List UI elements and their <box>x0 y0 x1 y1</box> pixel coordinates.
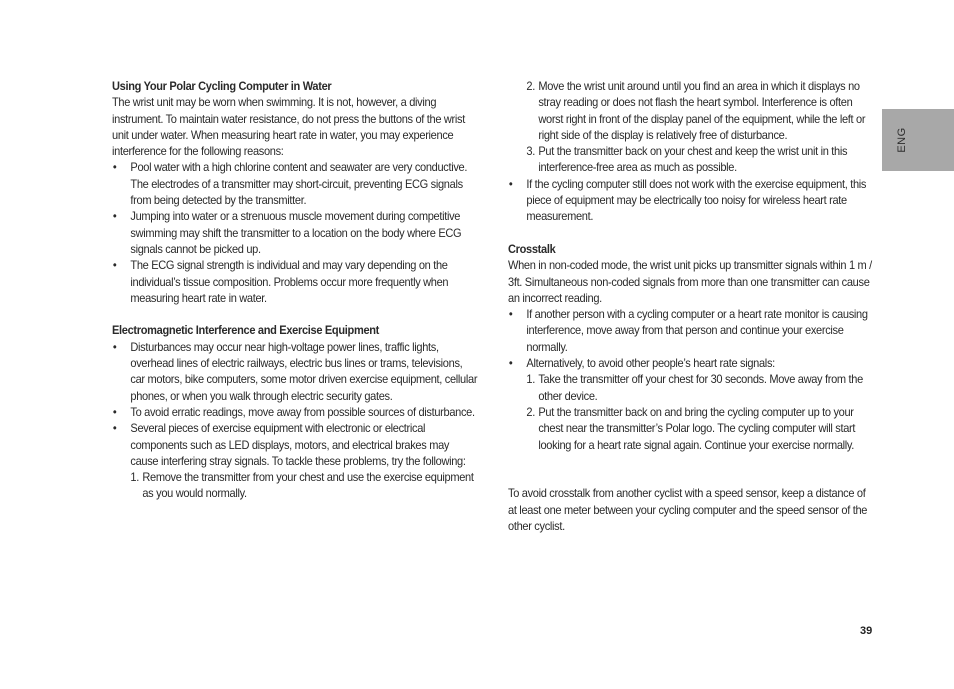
step-item <box>526 78 873 143</box>
emi-heading: Electromagnetic Interference and Exercise Equipment <box>112 323 380 338</box>
water-intro: The wrist unit may be worn when swimming. It is not, however, a diving instrument. To maintain water resistance, do not press the buttons of the wrist unit under water. When measuring heart rate in water, you may experience interference for the following reasons: <box>112 95 465 159</box>
page-number: 39 <box>860 625 873 637</box>
list-item: • Jumping into water or a strenuous muscle movement during competitive swimming may shift the transmitter to a location on the body where ECG signals cannot be picked up. <box>112 208 477 257</box>
step-number: 1. <box>130 470 139 485</box>
step-item <box>526 371 873 404</box>
step-item <box>526 143 873 176</box>
water-bullet-list <box>112 159 477 306</box>
list-item <box>508 355 873 453</box>
crosstalk-bullet-list <box>508 306 873 453</box>
step-item <box>526 404 873 453</box>
emi-bullet-list <box>112 339 477 502</box>
language-tab <box>882 109 954 171</box>
list-item <box>112 420 477 501</box>
list-item: • If another person with a cycling computer or a heart rate monitor is causing interference, move away from that person and continue your exercise normally. <box>508 306 873 355</box>
list-item-text: Alternatively, to avoid other people’s heart rate signals: <box>526 356 775 371</box>
step-text: Put the transmitter back on your chest and keep the wrist unit in this interference-free area as much as possible. <box>538 144 848 175</box>
emi-bullet-list-final <box>508 176 873 225</box>
emi-step-list <box>130 469 477 502</box>
list-item: • Pool water with a high chlorine content and seawater are very conductive. The electrodes of a transmitter may short-circuit, preventing ECG signals from being detected by the transmitter. <box>112 159 477 208</box>
step-item <box>130 469 477 502</box>
left-column <box>112 78 477 502</box>
step-number: 3. <box>526 144 535 159</box>
crosstalk-step-list <box>526 371 873 452</box>
speed-sensor-note: To avoid crosstalk from another cyclist with a speed sensor, keep a distance of at least one meter between your cycling computer and the speed sensor of the other cyclist. <box>508 486 868 534</box>
step-number: 2. <box>526 79 535 93</box>
crosstalk-intro: When in non-coded mode, the wrist unit picks up transmitter signals within 1 m / 3ft. Simultaneous non-coded signals from more than one transmitter can cause an incorrect reading. <box>508 258 872 305</box>
list-item: • The ECG signal strength is individual and may vary depending on the individual’s tissue composition. Problems occur more frequently when measuring heart rate in water. <box>112 257 477 306</box>
step-text: Remove the transmitter from your chest and use the exercise equipment as you would normally. <box>142 470 474 501</box>
language-tab-label: ENG <box>896 127 908 153</box>
list-item: • Disturbances may occur near high-voltage power lines, traffic lights, overhead lines of electric railways, electric bus lines or trams, televisions, car motors, bike computers, some motor driven exercise equipment, cellular phones, or when you walk through electric security gates. <box>112 339 477 404</box>
step-text: Take the transmitter off your chest for 30 seconds. Move away from the other device. <box>538 372 863 403</box>
step-text: Put the transmitter back on and bring the cycling computer up to your chest near the transmitter’s Polar logo. The cycling computer will start looking for a heart rate signal again. Continue your exercise normally. <box>538 404 856 452</box>
list-item: • If the cycling computer still does not work with the exercise equipment, this piece of equipment may be electrically too noisy for wireless heart rate measurement. <box>508 176 873 225</box>
step-number: 2. <box>526 404 535 419</box>
crosstalk-heading: Crosstalk <box>508 241 556 256</box>
list-item: • To avoid erratic readings, move away from possible sources of disturbance. <box>112 404 477 420</box>
emi-step-list-continued <box>526 78 873 176</box>
step-number: 1. <box>526 372 535 387</box>
right-column <box>508 78 873 534</box>
step-text: Move the wrist unit around until you find an area in which it displays no stray reading or does not flash the heart symbol. Interference is often worst right in front of the display panel of the equipment, while the left or right side of the display is relatively free of disturbance. <box>538 79 866 142</box>
list-item-text: Several pieces of exercise equipment with electronic or electrical components such as LED displays, motors, and electrical brakes may cause interfering stray signals. To tackle these problems, try the following: <box>130 421 466 468</box>
water-heading: Using Your Polar Cycling Computer in Water <box>112 79 332 93</box>
